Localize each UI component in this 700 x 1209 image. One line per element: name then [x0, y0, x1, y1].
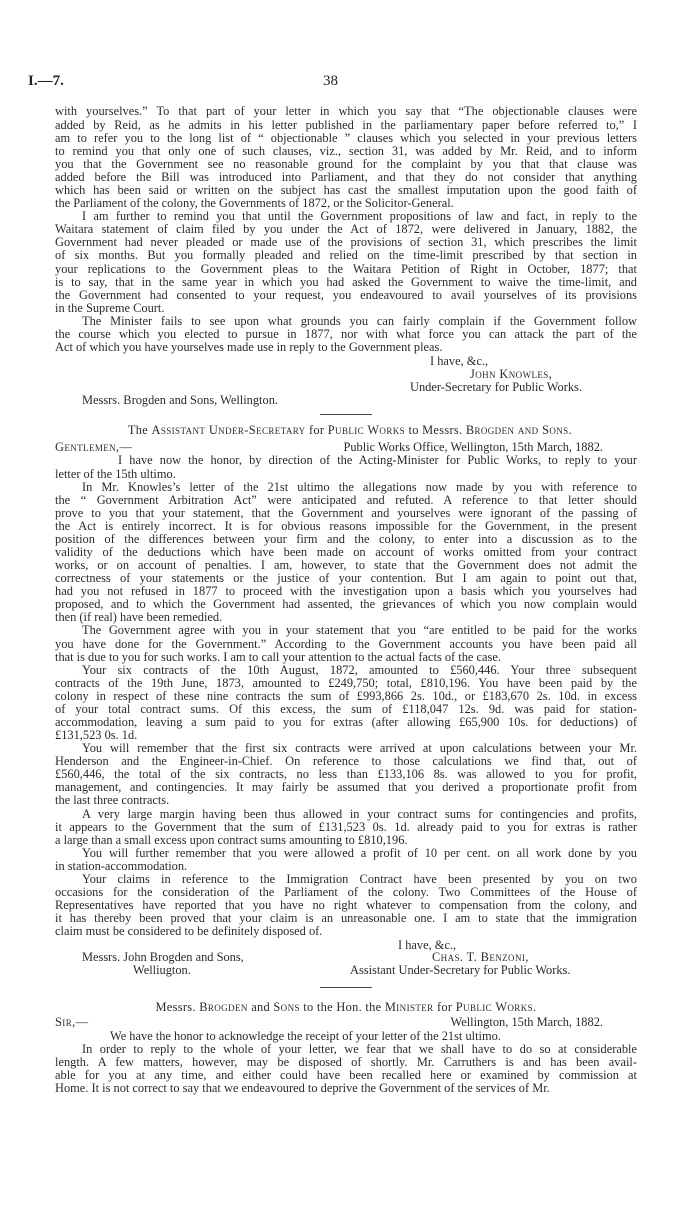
letter3-body [55, 1030, 637, 1095]
page-number: 38 [323, 73, 338, 89]
text-line: letter of the 15th ultimo. [55, 466, 176, 481]
text-line: it appears to the Government that the sum of £131,523 0s. 1d. already paid to you for extras is rather [55, 819, 637, 834]
heading-part: Public Works [327, 423, 406, 437]
heading-part: The [127, 423, 149, 437]
text-line: accommodation, leaving a sum paid to you for extras (after allowing £65,900 10s. for deductions) of [55, 715, 637, 730]
text-line: of your total contract sums. Of this excess, the sum of £118,047 12s. 9d. was paid for station- [55, 701, 637, 716]
paragraph [55, 873, 637, 938]
text-line: the “ Government Arbitration Act” were anticipated and refuted. A reference to that letter should [55, 492, 637, 507]
letter1-closing: I have, &c., [430, 354, 489, 368]
text-line: a large than a small excess upon contract sums amounting to £810,196. [55, 832, 408, 847]
text-line: in the Supreme Court. [55, 300, 165, 315]
paragraph [55, 210, 637, 315]
text-line: Home. It is not correct to say that we endeavoured to deprive the Government of the services of Mr. [55, 1080, 550, 1095]
letter2-body [55, 454, 637, 938]
heading-part: Messrs. [155, 1000, 196, 1014]
text-line: that is due to you for such works. I am to call your attention to the actual facts of the case. [55, 649, 501, 664]
text-line: added before the Bill was introduced into Parliament, and that they do not consider that anything [55, 169, 637, 184]
text-line: I have now the honor, by direction of the Acting-Minister for Public Works, to reply to your [118, 453, 637, 468]
letter2-closing: I have, &c., [398, 938, 457, 952]
heading-part: to the Hon. the [303, 1000, 382, 1014]
heading-part: for [436, 1000, 453, 1014]
paragraph [55, 481, 637, 625]
text-line: the Parliament of the colony, the Governments of 1872, or the Solicitor-General. [55, 196, 454, 211]
letter1-addressee: Messrs. Brogden and Sons, Wellington. [82, 393, 278, 407]
text-line: the Government had consented to your request, you endeavoured to avail yourselves of its provisions [55, 287, 637, 302]
letter2-place-date: Public Works Office, Wellington, 15th March, 1882. [343, 440, 603, 454]
text-line: The Minister fails to see upon what grounds you can fairly complain if the Government follow [82, 313, 637, 328]
text-line: in station-accommodation. [55, 858, 188, 873]
text-line: Act of which you have yourselves made use in reply to the Government pleas. [55, 340, 443, 355]
section-divider [320, 987, 372, 988]
paragraph [55, 664, 637, 742]
text-line: correctness of your statements or the justice of your contention. But I am again to point out that, [55, 571, 637, 586]
text-line: Your six contracts of the 10th August, 1872, amounted to £560,446. Your three subsequent [82, 662, 637, 677]
paragraph [55, 624, 637, 663]
text-line: In Mr. Knowles’s letter of the 21st ultimo the allegations now made by you with reference to [82, 479, 637, 494]
paragraph [55, 454, 637, 480]
text-line: Waitara statement of claim filed by you under the Act of 1872, were delivered in January, 1882, the [55, 222, 637, 237]
paragraph [55, 105, 637, 210]
text-line: then (if real) have been remedied. [55, 610, 223, 625]
text-line: you that the Government see no reasonable ground for the complaint by you that that clause was [55, 156, 637, 171]
letter2-heading [0, 423, 700, 437]
text-line: management, and contingencies. It may fairly be assumed that you derived a proportionate profit from [55, 780, 637, 795]
text-line: £131,523 0s. 1d. [55, 728, 138, 743]
text-line: The Government agree with you in your statement that you “are entitled to be paid for the works [82, 623, 637, 638]
heading-part: Public Works. [455, 1000, 537, 1014]
text-line: with yourselves.” To that part of your letter in which you say that “The objectionable clauses were [55, 104, 637, 119]
text-line: validity of the deductions which have been made on account of works omitted from your contract [55, 545, 637, 559]
text-line: contracts of the 19th June, 1873, amounted to £249,750; total, £810,196. You have been paid by the [55, 675, 637, 690]
text-line: Government had never pleaded or made use of the provisions of section 31, which prescribes the limit [55, 235, 637, 250]
document-reference: I.—7. [28, 73, 64, 89]
text-line: am to refer you to the long list of “ objectionable ” clauses which you selected in your previous letters [55, 130, 637, 145]
heading-part: and [251, 1000, 270, 1014]
letter3-heading [0, 1000, 692, 1014]
text-line: A very large margin having been thus allowed in your contract sums for contingencies and profits, [82, 806, 637, 821]
text-line: proposed, and to which the Government had assented, the grievances of which you now complain would [55, 597, 637, 612]
heading-part: Assistant Under-Secretary [151, 423, 306, 437]
text-line: occasions for the consideration of the Parliament of the colony. Two Committees of the House of [55, 885, 637, 900]
heading-part: for [309, 423, 325, 437]
text-line: claim must be considered to be definitely disposed of. [55, 924, 323, 939]
text-line: works, or on account of penalties. I am, however, to state that the Government does not admit the [55, 558, 637, 573]
text-line: position of the differences between your firm and the colony, to enter into a discussion as to the [55, 531, 637, 546]
text-line: the last three contracts. [55, 793, 170, 808]
letter2-salutation: Gentlemen,— [55, 440, 133, 454]
paragraph [55, 808, 637, 847]
letter1-signatory: John Knowles, [470, 367, 553, 381]
paragraph [55, 1030, 637, 1043]
letter2-addressee-line: Welliugton. [133, 963, 191, 977]
text-line: prove to you that your statement, that the Government and yourselves were ignorant of the passing of [55, 505, 637, 520]
text-line: the Act is entirely incorrect. It is for obvious reasons impossible for the Government, in the present [55, 518, 637, 533]
text-line: I am further to remind you that until the Government propositions of law and fact, in reply to the [82, 209, 637, 224]
paragraph [55, 315, 637, 354]
heading-part: Brogden and Sons. [465, 423, 573, 437]
text-line: You will remember that the first six contracts were arrived at upon calculations between your Mr. [82, 741, 637, 756]
letter1-body [55, 105, 637, 354]
text-line: In order to reply to the whole of your letter, we fear that we shall have to do so at considerable [82, 1041, 637, 1056]
paragraph [55, 847, 637, 873]
paragraph [55, 1043, 637, 1095]
text-line: colony in respect of these nine contracts the sum of £993,866 2s. 10d., or £183,670 2s. 10d. in excess [55, 688, 637, 703]
heading-part: Brogden [199, 1000, 248, 1014]
text-line: had you not refused in 1877 to proceed with the investigation upon a basis which you yourselves had [55, 584, 637, 599]
text-line: Your claims in reference to the Immigration Contract have been presented by you on two [82, 871, 637, 886]
text-line: Henderson and the Engineer-in-Chief. On reference to those calculations we find that, out of [55, 754, 637, 769]
text-line: which has been said or written on the subject has cast the smallest imputation upon the good faith of [55, 183, 637, 197]
letter2-addressee-line: Messrs. John Brogden and Sons, [82, 950, 244, 964]
heading-part: Sons [273, 1000, 300, 1014]
text-line: the course which you elected to pursue in 1877, nor with what force you can attack the part of the [55, 327, 637, 342]
letter3-place-date: Wellington, 15th March, 1882. [450, 1015, 603, 1029]
text-line: added by Reid, as he admits in his letter published in the parliamentary paper before referred to,” I [55, 117, 637, 132]
text-line: We have the honor to acknowledge the receipt of your letter of the 21st ultimo. [110, 1028, 501, 1043]
text-line: is to say, that in the same year in which you had asked the Government to waive the time-limit, and [55, 274, 637, 289]
text-line: it has thereby been proved that your claim is an unreasonable one. I am to state that the immigration [55, 911, 637, 926]
text-line: £560,446, the total of the six contracts, no less than £133,106 8s. was allowed to you for profit, [55, 767, 637, 782]
heading-part: Minister [384, 1000, 434, 1014]
text-line: you have done for the Government.” According to the Government accounts you have been paid all [55, 636, 637, 651]
text-line: You will further remember that you were allowed a profit of 10 per cent. on all work done by you [82, 845, 637, 860]
paragraph [55, 742, 637, 807]
heading-part: to Messrs. [408, 423, 463, 437]
text-line: your replications to the Government pleas to the Waitara Petition of Right in October, 1877; that [55, 261, 637, 276]
text-line: to remind you that only one of such clauses, viz., section 31, was added by Mr. Reid, and to inform [55, 143, 637, 158]
letter1-signatory-title: Under-Secretary for Public Works. [410, 380, 582, 394]
text-line: able for you at any time, and either could have been recalled here or examined by commission at [55, 1067, 637, 1082]
text-line: Representatives have reported that you have no right whatever to compensation from the colony, and [55, 898, 637, 913]
section-divider [320, 414, 372, 415]
text-line: of six months. But you formally pleaded and relied on the time-limit prescribed by that section in [55, 248, 637, 263]
text-line: length. A few matters, however, may be disposed of shortly. Mr. Carruthers is and has been avail- [55, 1054, 637, 1069]
letter2-signatory-title: Assistant Under-Secretary for Public Works. [350, 963, 571, 977]
letter3-salutation: Sir,— [55, 1015, 89, 1029]
letter2-signatory: Chas. T. Benzoni, [432, 950, 529, 964]
